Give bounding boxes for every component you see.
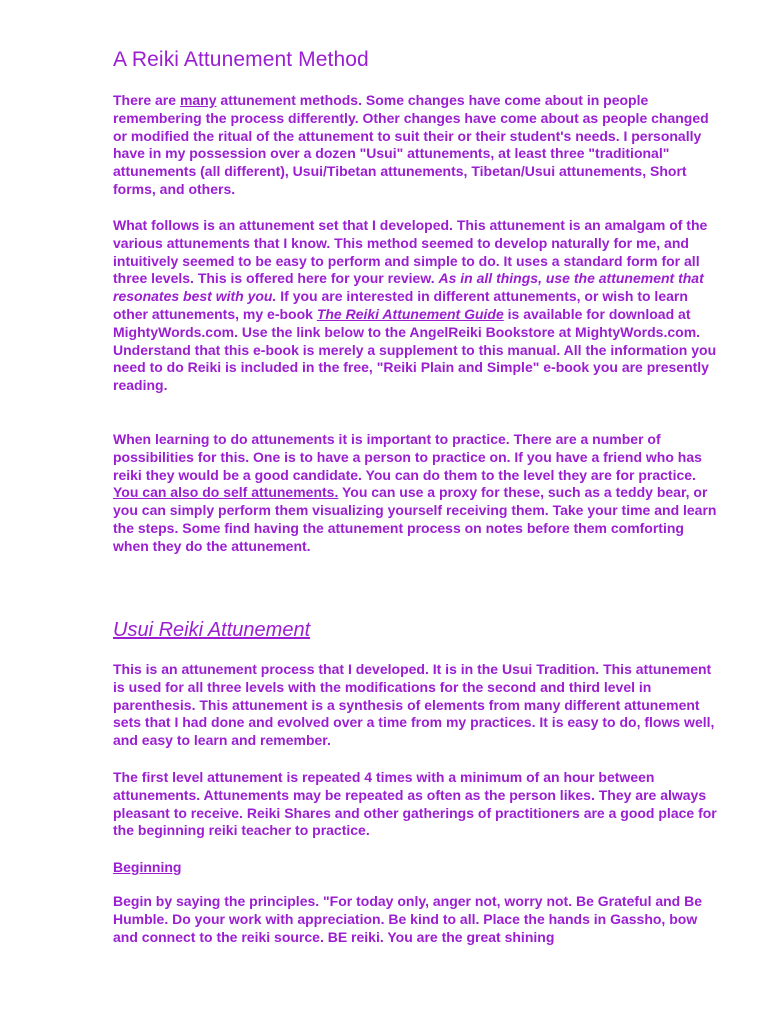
usui-p2-block: [113, 769, 723, 840]
usui-p1-block: [113, 661, 723, 750]
follows-paragraph-block: [113, 217, 723, 395]
beginning-heading-block: [113, 858, 723, 876]
follows-paragraph: [113, 217, 723, 395]
follows-text-3: is available for download at MightyWords.com. Use the link below to the AngelReiki Bookstore at MightyWords.com. Understand that this e-book is merely a supplement to this manual. All the information you need to do Reiki is included in the free, "Reiki Plain and Simple" e-book you are presently reading.: [113, 305, 717, 394]
title-block: [113, 47, 723, 73]
intro-paragraph: [113, 92, 723, 199]
practice-text-2: You can use a proxy for these, such as a teddy bear, or you can simply perform them visualizing yourself receiving them. Take your time and learn the steps. Some find having the attunement process on notes before them comforting when they do the attunement.: [113, 484, 717, 554]
beginning-heading: Beginning: [113, 859, 182, 875]
usui-paragraph-1: This is an attunement process that I developed. It is in the Usui Tradition. This attunement is used for all three levels with the modifications for the second and third level in parenthesis. This attunement is a synthesis of elements from many different attunement sets that I had done and evolved over a time from my practices. It is easy to do, flows well, and easy to learn and remember.: [113, 661, 715, 749]
page-title: A Reiki Attunement Method: [113, 48, 369, 71]
practice-paragraph: [113, 431, 723, 556]
many-underlined: many: [179, 92, 217, 108]
follows-text-1: What follows is an attunement set that I developed. This attunement is an amalgam of the various attunements that I know. This method seemed to develop naturally for me, and intuitively seemed to be easy to perform and simple to do. It uses a standard form for all three levels. This is offered here for your review.: [113, 217, 708, 287]
follows-italic: As in all things, use the attunement that resonates best with you.: [113, 270, 704, 305]
follows-text-2: If you are interested in different attunements, or wish to learn other attunements, my e-book: [113, 288, 688, 322]
beginning-paragraph: Begin by saying the principles. "For today only, anger not, worry not. Be Grateful and Be Humble. Do your work with appreciation. Be kind to all. Place the hands in Gassho, bow and connect to the reiki source. BE reiki. You are the great shining: [113, 893, 703, 945]
practice-paragraph-block: [113, 431, 723, 556]
beginning-paragraph-block: [113, 893, 723, 946]
reiki-attunement-guide-link[interactable]: The Reiki Attunement Guide: [316, 305, 504, 322]
usui-heading: Usui Reiki Attunement: [113, 619, 311, 641]
intro-text-1: There are: [113, 92, 180, 108]
practice-text-1: When learning to do attunements it is important to practice. There are a number of possibilities for this. One is to have a person to practice on. If you have a friend who has reiki they would be a good candidate. You can do them to the level they are for practice.: [113, 431, 702, 483]
self-attunements-link[interactable]: You can also do self attunements.: [113, 484, 339, 501]
intro-paragraph-block: [113, 92, 723, 199]
usui-heading-block: [113, 617, 723, 643]
usui-paragraph-2: The first level attunement is repeated 4 times with a minimum of an hour between attunements. Attunements may be repeated as often as the person likes. They are always pleasant to receive. Reiki Shares and other gatherings of practitioners are a good place for the beginning reiki teacher to practice.: [113, 769, 717, 839]
intro-text-2: attunement methods. Some changes have come about in people remembering the process differently. Other changes have come about as people changed or modified the ritual of the attunement to suit their or their student's needs. I personally have in my possession over a dozen "Usui" attunements, at least three "traditional" attunements (all different), Usui/Tibetan attunements, Tibetan/Usui attunements, Short forms, and others.: [113, 92, 709, 197]
